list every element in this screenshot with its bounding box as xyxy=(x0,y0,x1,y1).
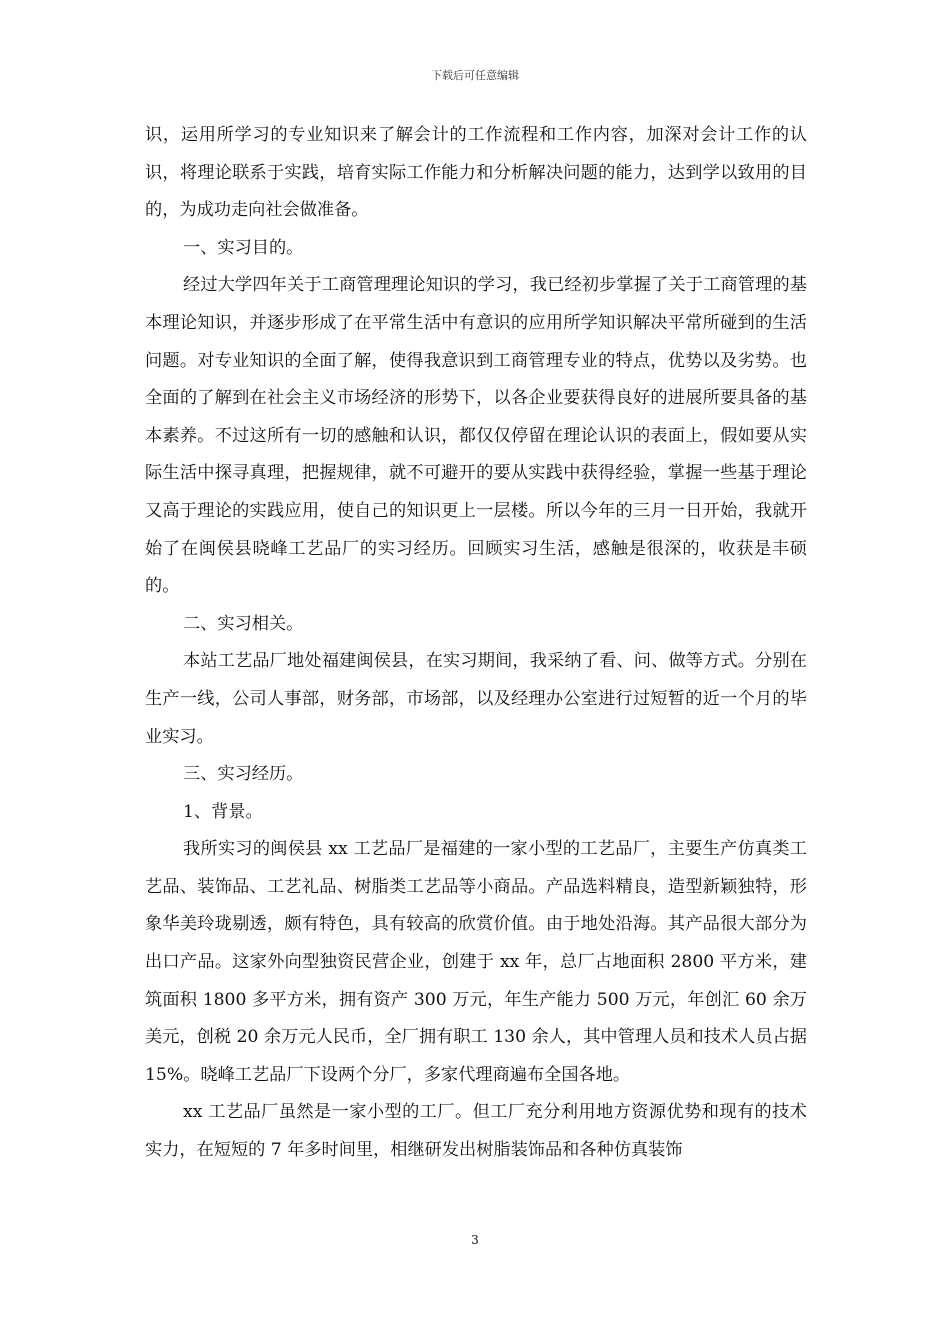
page-header: 下载后可任意编辑 xyxy=(431,69,519,82)
section-heading-related: 二、实习相关。 xyxy=(183,613,304,634)
paragraph-related: 本站工艺品厂地处福建闽侯县，在实习期间，我采纳了看、问、做等方式。分别在生产一线，公司人事部，财务部，市场部，以及经理办公室进行过短暂的近一个月的毕业实习。 xyxy=(145,651,807,747)
paragraph-factory: xx 工艺品厂虽然是一家小型的工厂。但工厂充分利用地方资源优势和现有的技术实力，在短短的 7 年多时间里，相继研发出树脂装饰品和各种仿真装饰 xyxy=(145,1102,807,1161)
subheading-background: 1、背景。 xyxy=(183,801,263,822)
section-heading-experience: 三、实习经历。 xyxy=(183,764,304,785)
section-heading-purpose: 一、实习目的。 xyxy=(183,237,304,258)
paragraph-background: 我所实习的闽侯县 xx 工艺品厂是福建的一家小型的工艺品厂，主要生产仿真类工艺品、装饰品、工艺礼品、树脂类工艺品等小商品。产品选料精良，造型新颖独特，形象华美玲珑剔透，颇有特色，具有较高的欣赏价值。由于地处沿海。其产品很大部分为出口产品。这家外向型独资民营企业，创建于 xx 年，总厂占地面积 2800 平方米，建筑面积 1800 多平方米，拥有资产 300 万元，年生产能力 500 万元，年创汇 60 余万美元，创税 20 余万元人民币，全厂拥有职工 130 余人，其中管理人员和技术人员占据 15%。晓峰工艺品厂下设两个分厂，多家代理商遍布全国各地。 xyxy=(145,839,807,1085)
document-body xyxy=(145,117,807,1170)
paragraph-continuation: 识，运用所学习的专业知识来了解会计的工作流程和工作内容，加深对会计工作的认识，将理论联系于实践，培育实际工作能力和分析解决问题的能力，达到学以致用的目的，为成功走向社会做准备。 xyxy=(145,125,807,221)
paragraph-purpose: 经过大学四年关于工商管理理论知识的学习，我已经初步掌握了关于工商管理的基本理论知识，并逐步形成了在平常生活中有意识的应用所学知识解决平常所碰到的生活问题。对专业知识的全面了解，使得我意识到工商管理专业的特点，优势以及劣势。也全面的了解到在社会主义市场经济的形势下，以各企业要获得良好的进展所要具备的基本素养。不过这所有一切的感触和认识，都仅仅停留在理论认识的表面上，假如要从实际生活中探寻真理，把握规律，就不可避开的要从实践中获得经验，掌握一些基于理论又高于理论的实践应用，使自己的知识更上一层楼。所以今年的三月一日开始，我就开始了在闽侯县晓峰工艺品厂的实习经历。回顾实习生活，感触是很深的，收获是丰硕的。 xyxy=(145,275,807,597)
page-number: 3 xyxy=(471,1233,479,1247)
